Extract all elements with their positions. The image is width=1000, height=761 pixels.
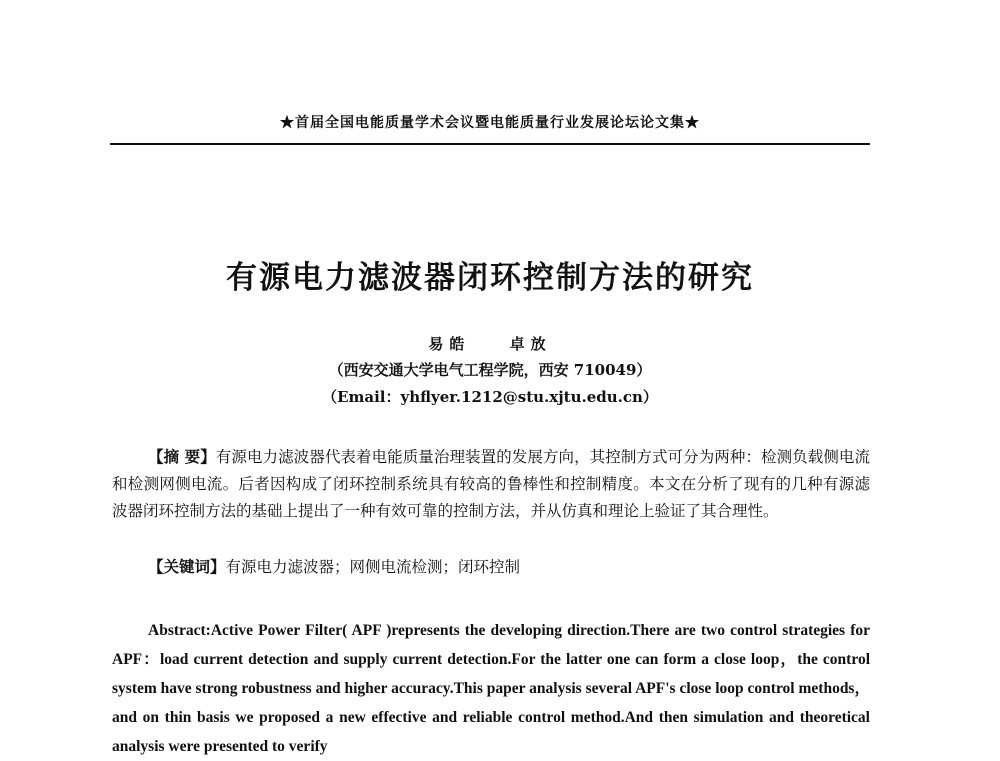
author-affiliation: （西安交通大学电气工程学院，西安 710049） (328, 361, 652, 379)
chinese-keywords (112, 554, 870, 581)
chinese-abstract-label: 【摘 要】 (148, 448, 216, 466)
chinese-abstract-text: 有源电力滤波器代表着电能质量治理装置的发展方向，其控制方式可分为两种：检测负载侧电流和检测网侧电流。后者因构成了闭环控制系统具有较高的鲁棒性和控制精度。本文在分析了现有的几种有源滤波器闭环控制方法的基础上提出了一种有效可靠的控制方法，并从仿真和理论上验证了其合理性。 (112, 448, 870, 520)
english-abstract (112, 616, 870, 761)
author-names: 易皓 卓放 (428, 335, 552, 353)
paper-title: 有源电力滤波器闭环控制方法的研究 (226, 260, 754, 296)
running-header: ★首届全国电能质量学术会议暨电能质量行业发展论坛论文集★ (280, 115, 700, 131)
chinese-keywords-label: 【关键词】 (148, 558, 226, 576)
chinese-keywords-text: 有源电力滤波器；网侧电流检测；闭环控制 (225, 558, 521, 576)
author-email: （Email：yhflyer.1212@stu.xjtu.edu.cn） (322, 388, 658, 406)
chinese-abstract (112, 444, 870, 525)
english-abstract-label: Abstract: (148, 622, 211, 639)
header-divider (110, 143, 870, 145)
english-abstract-text: Active Power Filter( APF )represents the developing direction.There are two control strategies for APF：load current detection and supply current detection.For the latter one can form a close loop，the control system have strong robustness and higher accuracy.This paper analysis several APF's close loop control methods，and on thin basis we proposed a new effective and reliable control method.And then simulation and theoretical analysis were presented to verify (112, 622, 870, 755)
